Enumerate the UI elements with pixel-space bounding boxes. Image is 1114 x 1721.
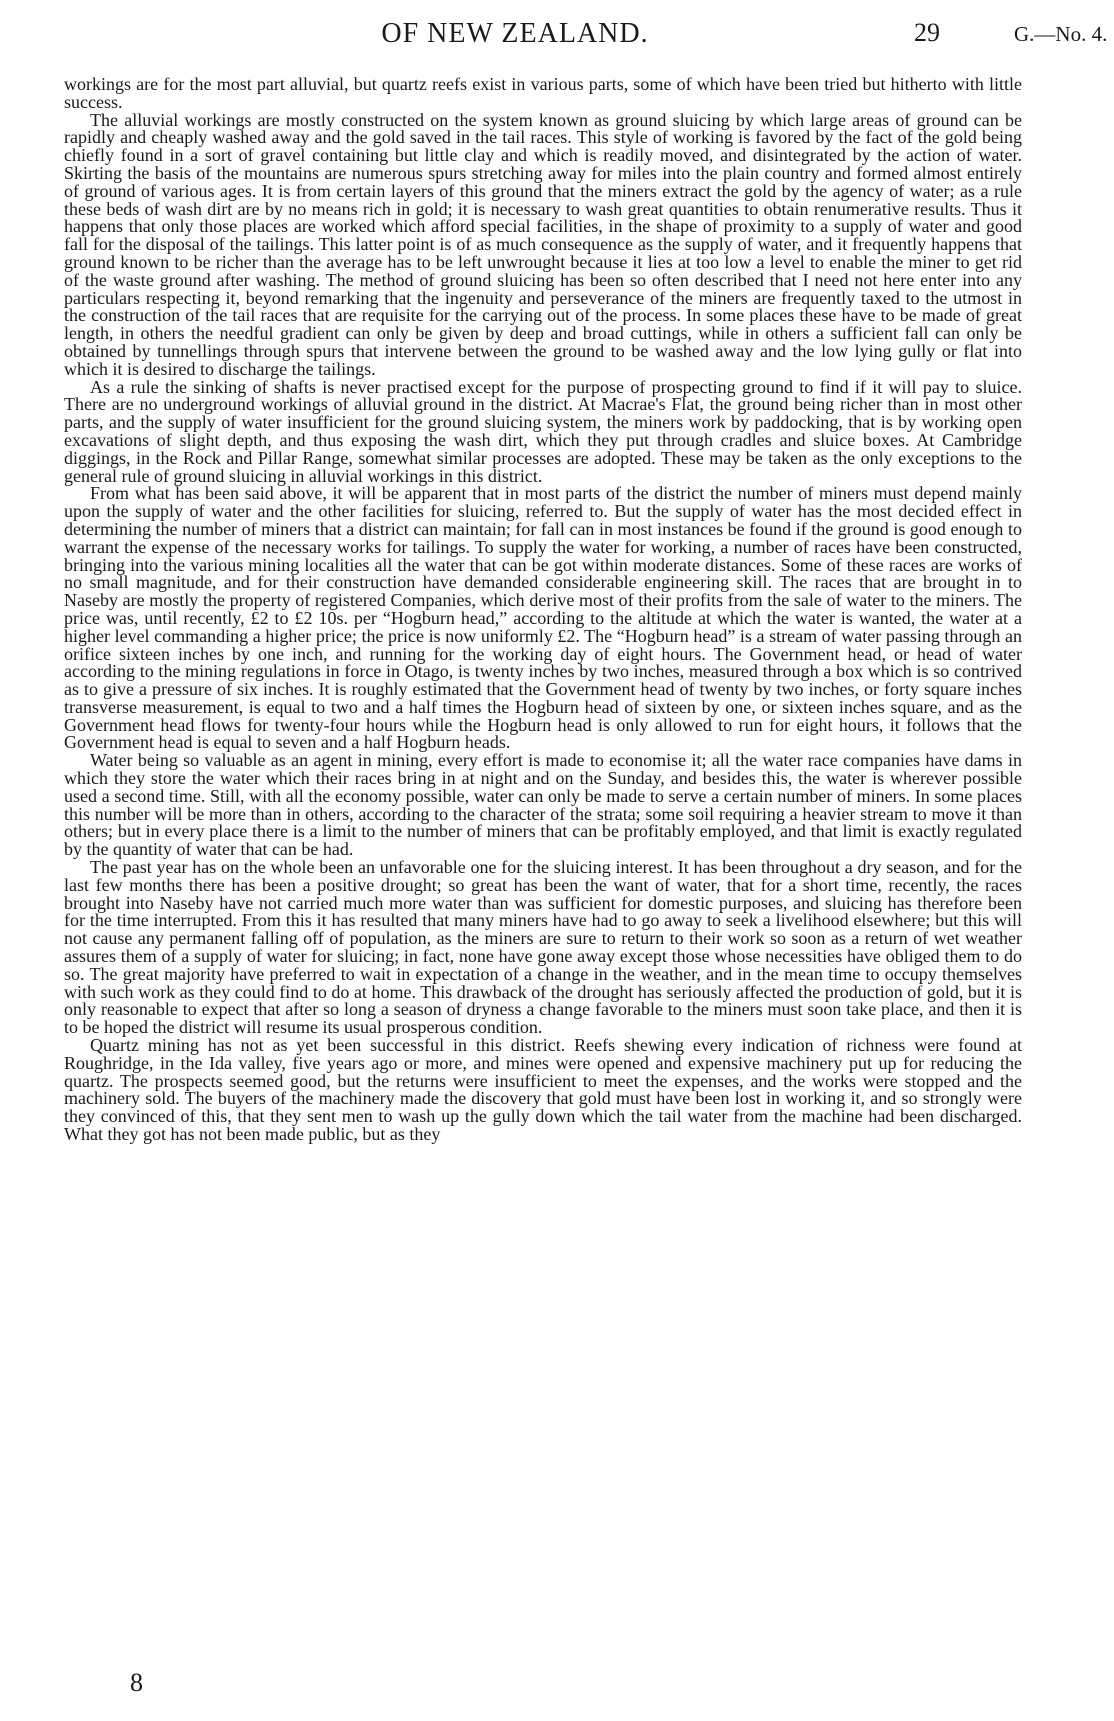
paragraph-alluvial-workings: The alluvial workings are mostly constructed on the system known as ground sluicing by which large areas of ground can be rapidly and cheaply washed away and the gold saved in the tail races. This style of working is favored by the fact of the gold being chiefly found in a sort of gravel containing but little clay and which is readily moved, and disintegrated by the action of water. Skirting the basis of the mountains are numerous spurs stretching away for miles into the plain country and formed almost entirely of ground of various ages. It is from certain layers of this ground that the miners extract the gold by the agency of water; as a rule these beds of wash dirt are by no means rich in gold; it is necessary to wash great quantities to obtain renumerative results. Thus it happens that only those places are worked which afford special facilities, in the shape of proximity to a supply of water and good fall for the disposal of the tailings. This latter point is of as much consequence as the supply of water, and it frequently happens that ground known to be richer than the average has to be left unwrought because it lies at too low a level to enable the miner to get rid of the waste ground after washing. The method of ground sluicing has been so often described that I need not here enter into any particulars respecting it, beyond remarking that the ingenuity and perseverance of the miners are frequently taxed to the utmost in the construction of the tail races that are requisite for the carrying out of the process. In some places these have to be made of great length, in others the needful gradient can only be given by deep and broad cuttings, while in others a sufficient fall can only be obtained by tunnellings through spurs that intervene between the ground to be washed away and the low lying gully or flat into which it is desired to discharge the tailings. <box>64 109 1022 379</box>
page-header <box>0 18 1114 54</box>
printer-signature-mark: 8 <box>130 1668 143 1697</box>
paragraph-past-year: The past year has on the whole been an unfavorable one for the sluicing interest. It has been throughout a dry season, and for the last few months there has been a positive drought; so great has been the want of water, that for a short time, recently, the races brought into Naseby have not carried much more water than was sufficient for domestic purposes, and sluicing has therefore been for the time interrupted. From this it has resulted that many miners have had to go away to seek a livelihood elsewhere; but this will not cause any permanent falling off of population, as the miners are sure to return to their work so soon as a return of wet weather assures them of a supply of water for sluicing; in fact, none have gone away except those whose necessities have obliged them to do so. The great majority have preferred to wait in expectation of a change in the weather, and in the mean time to occupy themselves with such work as they could find to do at home. This drawback of the drought has seriously affected the production of gold, but it is only reasonable to expect that after so long a season of dryness a change favorable to the miners must soon take place, and then it is to be hoped the district will resume its usual prosperous condition. <box>64 857 1022 1038</box>
body-text <box>64 76 1022 1144</box>
paragraph-continuation: workings are for the most part alluvial, but quartz reefs exist in various parts, some of which have been tried but hitherto with little success. <box>64 74 1022 112</box>
paragraph-shafts: As a rule the sinking of shafts is never practised except for the purpose of prospecting ground to find if it will pay to sluice. There are no underground workings of alluvial ground in the district. At Macrae's Flat, the ground being richer than in most other parts, and the supply of water insufficient for the ground sluicing system, the miners work by paddocking, that is by working open excavations of slight depth, and thus exposing the wash dirt, which they put through cradles and sluice boxes. At Cambridge diggings, in the Rock and Pillar Range, somewhat similar processes are adopted. These may be taken as the only exceptions to the general rule of ground sluicing in alluvial workings in this district. <box>64 376 1022 486</box>
paragraph-water-economy: Water being so valuable as an agent in mining, every effort is made to economise it; all the water race companies have dams in which they store the water which their races bring in at night and on the Sunday, and besides this, the water is wherever possible used a second time. Still, with all the economy possible, water can only be made to serve a certain number of miners. In some places this number will be more than in others, according to the character of the strata; some soil requiring a heavier stream to move it than others; but in every place there is a limit to the number of miners that can be profitably employed, and that limit is exactly regulated by the quantity of water that can be had. <box>64 750 1022 860</box>
paragraph-water-supply: From what has been said above, it will be apparent that in most parts of the district the number of miners must depend mainly upon the supply of water and the other facilities for sluicing, referred to. But the supply of water has the most decided effect in determining the number of miners that a district can maintain; for fall can in most instances be found if the ground is good enough to warrant the expense of the necessary works for tailings. To supply the water for working, a number of races have been constructed, bringing into the various mining localities all the water that can be got within moderate distances. Some of these races are works of no small magnitude, and for their construction have demanded considerable engineering skill. The races that are brought in to Naseby are mostly the property of registered Companies, which derive most of their profits from the sale of water to the miners. The price was, until recently, £2 to £2 10s. per “Hogburn head,” according to the altitude at which the water is wanted, the water at a higher level commanding a higher price; the price is now uniformly £2. The “Hogburn head” is a stream of water passing through an orifice sixteen inches by one inch, and running for the working day of eight hours. The Government head, or head of water according to the mining regulations in force in Otago, is twenty inches by two inches, measured through a box which is so contrived as to give a pressure of six inches. It is roughly estimated that the Government head of twenty by two inches, or forty square inches transverse measurement, is equal to two and a half times the Hogburn head of sixteen by one, or sixteen inches square, and as the Government head flows for twenty-four hours while the Hogburn head is only allowed to run for eight hours, it follows that the Government head is equal to seven and a half Hogburn heads. <box>64 483 1022 753</box>
page-number: 29 <box>914 18 940 47</box>
document-reference: G.—No. 4. <box>1014 22 1108 46</box>
page-title: OF NEW ZEALAND. <box>381 18 649 49</box>
paragraph-quartz-mining: Quartz mining has not as yet been successful in this district. Reefs shewing every indication of richness were found at Roughridge, in the Ida valley, five years ago or more, and mines were opened and expensive machinery put up for reducing the quartz. The prospects seemed good, but the returns were insufficient to meet the expenses, and the works were stopped and the machinery sold. The buyers of the machinery made the discovery that gold must have been lost in working it, and so strongly were they convinced of this, that they sent men to wash up the gully down which the tail water from the machine had been discharged. What they got has not been made public, but as they <box>64 1035 1022 1145</box>
